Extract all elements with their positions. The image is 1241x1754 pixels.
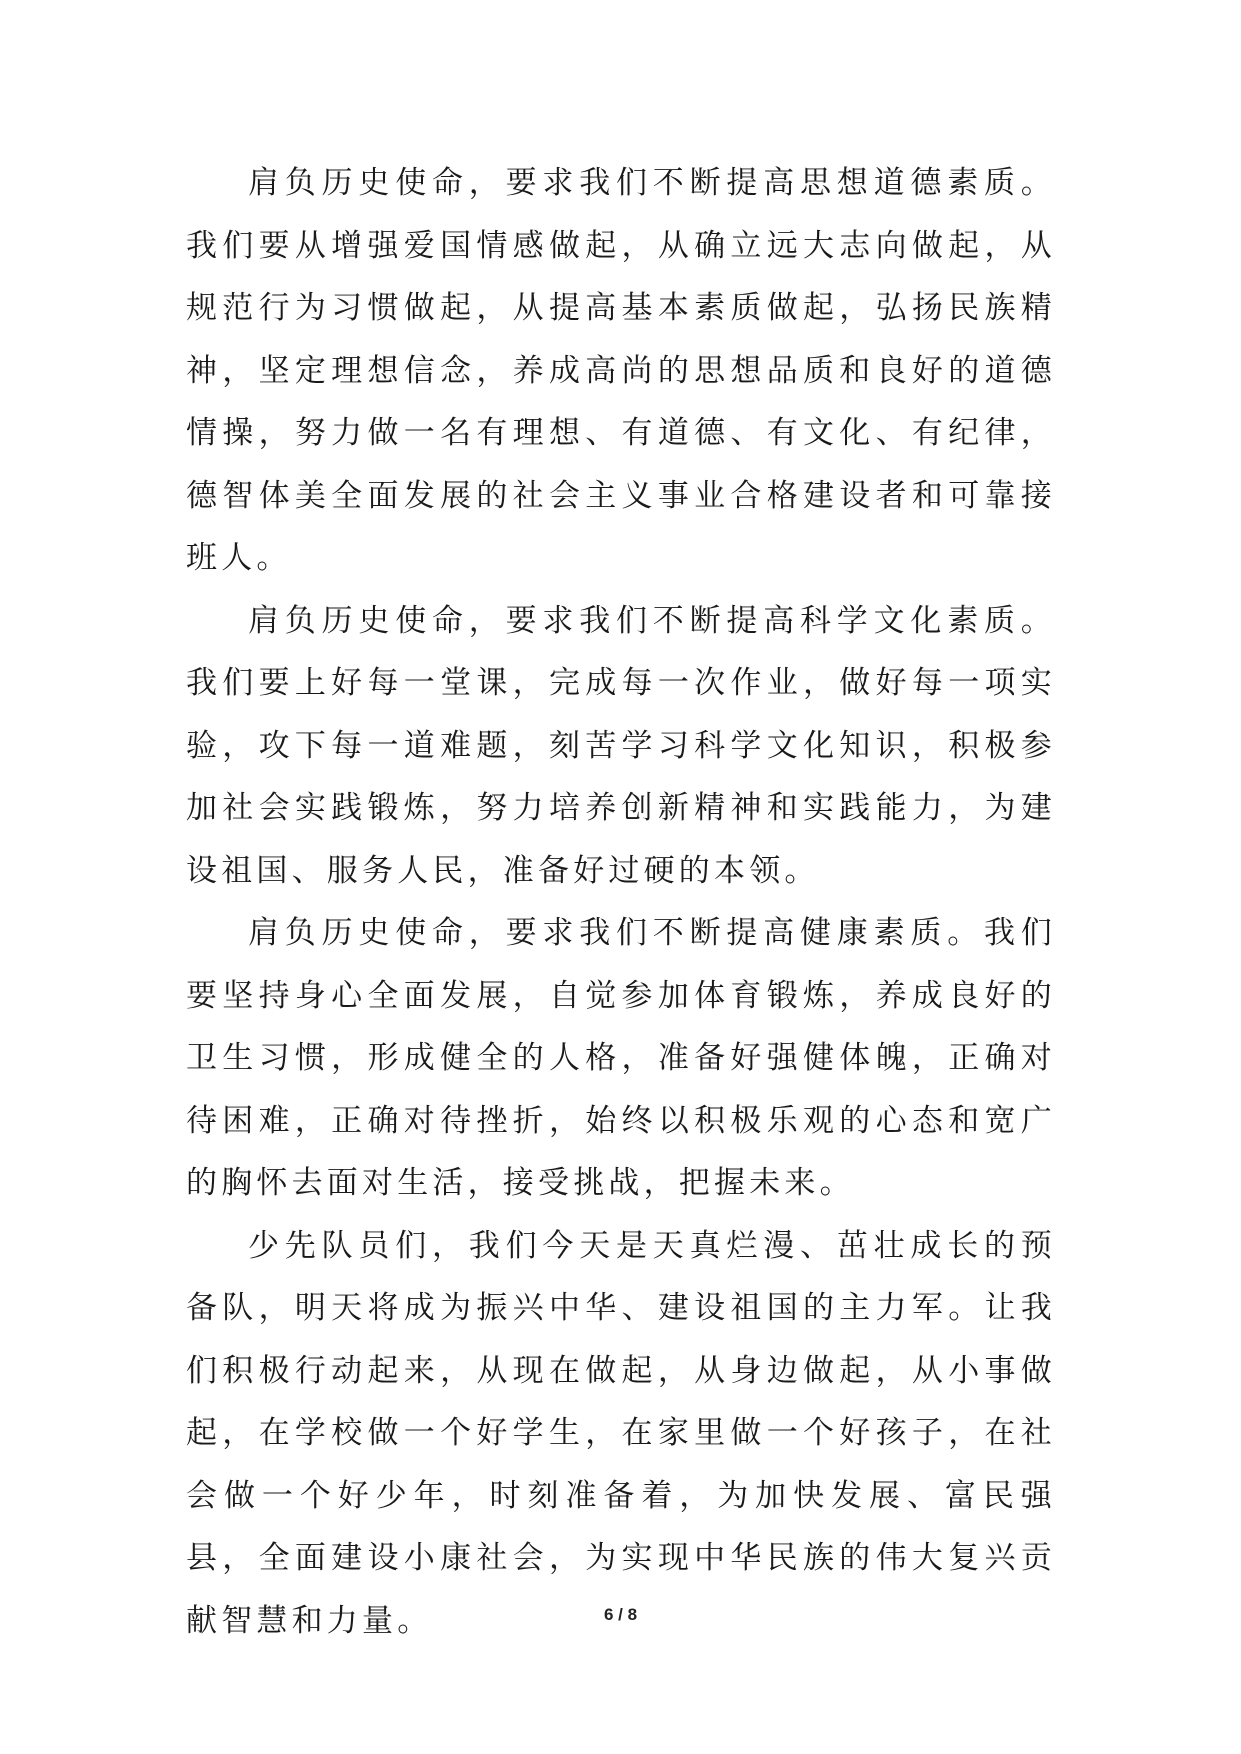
paragraph-science-culture: 肩负历史使命，要求我们不断提高科学文化素质。我们要上好每一堂课，完成每一次作业，做好每一项实验，攻下每一道难题，刻苦学习科学文化知识，积极参加社会实践锻炼，努力培养创新精神和实践能力，为建设祖国、服务人民，准备好过硬的本领。: [186, 602, 1056, 889]
paragraph-young-pioneers: 少先队员们，我们今天是天真烂漫、茁壮成长的预备队，明天将成为振兴中华、建设祖国的主力军。让我们积极行动起来，从现在做起，从身边做起，从小事做起，在学校做一个好学生，在家里做一个好孩子，在社会做一个好少年，时刻准备着，为加快发展、富民强县，全面建设小康社会，为实现中华民族的伟大复兴贡献智慧和力量。: [186, 1227, 1056, 1639]
document-body: [186, 152, 1056, 1652]
page-number: 6 / 8: [603, 1605, 638, 1624]
paragraph-health-quality: 肩负历史使命，要求我们不断提高健康素质。我们要坚持身心全面发展，自觉参加体育锻炼，养成良好的卫生习惯，形成健全的人格，准备好强健体魄，正确对待困难，正确对待挫折，始终以积极乐观的心态和宽广的胸怀去面对生活，接受挑战，把握未来。: [186, 915, 1056, 1201]
paragraph-moral-quality: 肩负历史使命，要求我们不断提高思想道德素质。我们要从增强爱国情感做起，从确立远大志向做起，从规范行为习惯做起，从提高基本素质做起，弘扬民族精神，坚定理想信念，养成高尚的思想品质和良好的道德情操，努力做一名有理想、有道德、有文化、有纪律，德智体美全面发展的社会主义事业合格建设者和可靠接班人。: [186, 165, 1056, 576]
